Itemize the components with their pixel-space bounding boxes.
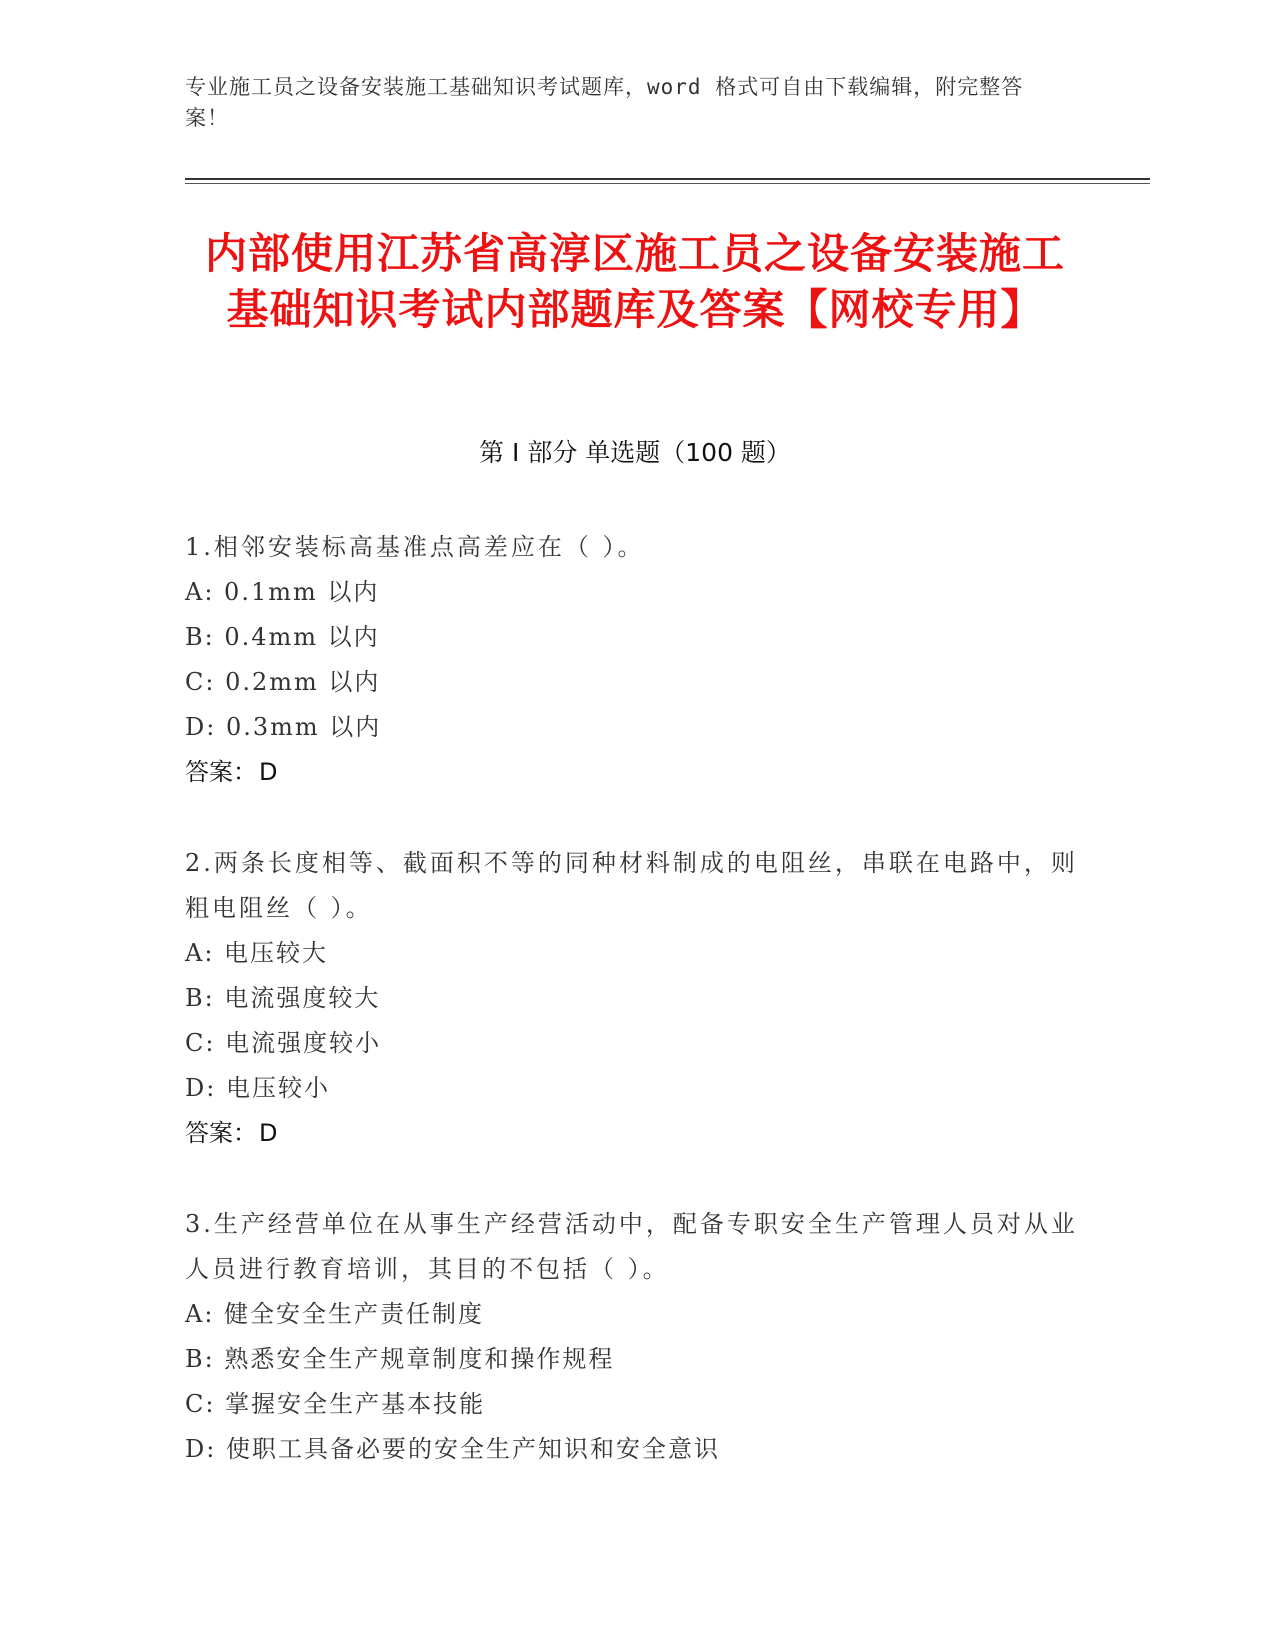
option-a: A: 健全安全生产责任制度	[185, 1300, 485, 1328]
question-stem: 2.两条长度相等、截面积不等的同种材料制成的电阻丝，串联在电路中，则粗电阻丝（ ）。	[185, 849, 1078, 922]
question-1	[185, 525, 1085, 795]
document-title: 内部使用江苏省高淳区施工员之设备安装施工基础知识考试内部题库及答案【网校专用】	[204, 229, 1065, 334]
option-d: D: 使职工具备必要的安全生产知识和安全意识	[185, 1435, 720, 1463]
answer-label: 答案：	[185, 758, 257, 786]
question-3	[185, 1202, 1085, 1472]
header-divider-thin	[185, 183, 1150, 184]
option-b: B: 0.4mm 以内	[185, 623, 380, 651]
question-2	[185, 841, 1085, 1156]
option-a: A: 0.1mm 以内	[185, 578, 380, 606]
option-c: C: 电流强度较小	[185, 1029, 382, 1057]
option-b: B: 熟悉安全生产规章制度和操作规程	[185, 1345, 615, 1373]
question-list	[185, 525, 1085, 1518]
option-b: B: 电流强度较大	[185, 984, 381, 1012]
option-a: A: 电压较大	[185, 939, 329, 967]
option-d: D: 0.3mm 以内	[185, 713, 382, 741]
option-c: C: 0.2mm 以内	[185, 668, 381, 696]
question-stem: 3.生产经营单位在从事生产经营活动中，配备专职安全生产管理人员对从业人员进行教育培训，其目的不包括（ ）。	[185, 1210, 1078, 1283]
header-divider-thick	[185, 178, 1150, 180]
option-c: C: 掌握安全生产基本技能	[185, 1390, 486, 1418]
answer-label: 答案：	[185, 1119, 257, 1147]
section-heading: 第 I 部分 单选题（100 题）	[479, 438, 791, 467]
answer-line	[185, 1111, 1085, 1156]
answer-line	[185, 750, 1085, 795]
answer-value: D	[259, 1119, 278, 1147]
answer-value: D	[259, 758, 278, 786]
option-d: D: 电压较小	[185, 1074, 330, 1102]
header-note: 专业施工员之设备安装施工基础知识考试题库，word 格式可自由下载编辑，附完整答案！	[185, 75, 1024, 130]
question-stem: 1.相邻安装标高基准点高差应在（ ）。	[185, 533, 645, 561]
